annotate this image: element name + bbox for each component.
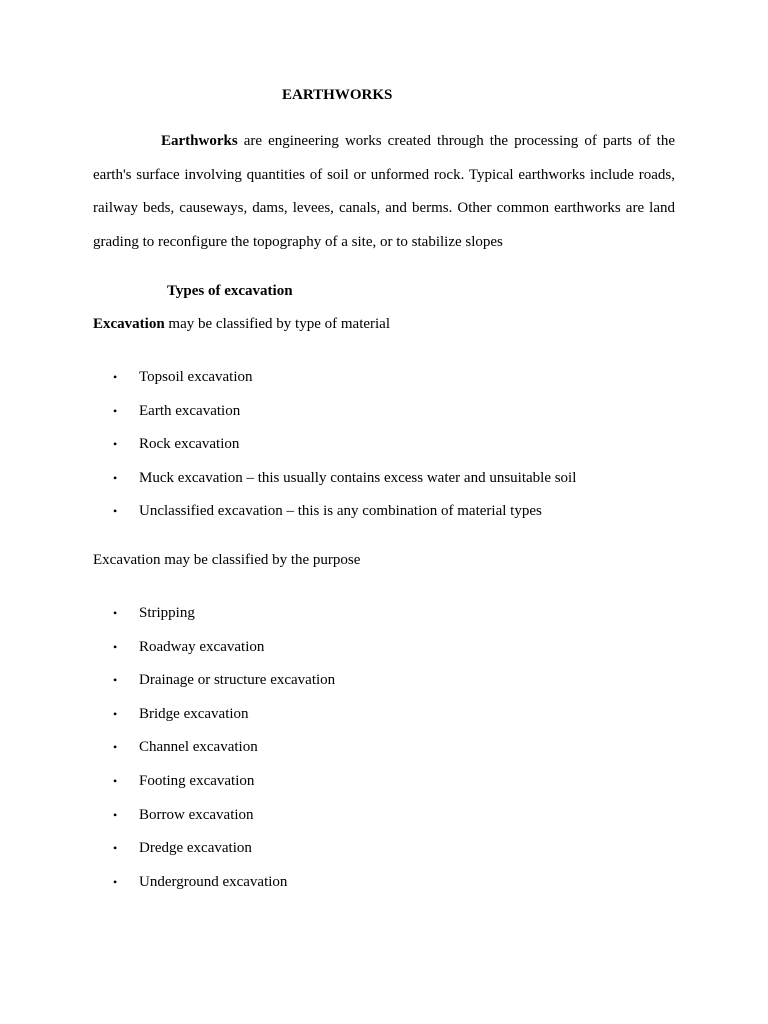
- list-item: [93, 805, 335, 839]
- material-list: [93, 367, 576, 535]
- intro-text: are engineering works created through the processing of parts of the earth's surface involving quantities of soil or unformed rock. Typical earthworks include roads, railway beds, causeways, dams, levees, canals, and berms. Other common earthworks are land grading to reconfigure the topography of a site, or to stabilize slopes: [93, 133, 675, 250]
- list-item-text: Channel excavation: [139, 739, 258, 756]
- list-item-text: Borrow excavation: [139, 806, 254, 823]
- list-item-text: Dredge excavation: [139, 840, 252, 857]
- list-item: [93, 670, 335, 704]
- list-item: [93, 603, 335, 637]
- bullet-icon: •: [113, 470, 118, 485]
- list-item-text: Roadway excavation: [139, 638, 265, 655]
- list-item: [93, 771, 335, 805]
- purpose-list: [93, 603, 335, 905]
- bullet-icon: •: [113, 773, 118, 788]
- purpose-lead: Excavation may be classified by the purpose: [93, 552, 361, 568]
- material-lead-text: may be classified by type of material: [164, 316, 391, 332]
- list-item: [93, 737, 335, 771]
- list-item-text: Topsoil excavation: [139, 369, 253, 385]
- list-item: [93, 637, 335, 671]
- list-item-text: Bridge excavation: [139, 705, 249, 722]
- bullet-icon: •: [113, 740, 118, 755]
- list-item-text: Stripping: [139, 605, 195, 621]
- bullet-icon: •: [113, 706, 118, 721]
- list-item-text: Drainage or structure excavation: [139, 672, 336, 689]
- list-item: [93, 501, 576, 535]
- section-heading: Types of excavation: [167, 283, 293, 299]
- material-term: Excavation: [93, 316, 165, 332]
- list-item-text: Underground excavation: [139, 873, 288, 890]
- list-item-text: Rock excavation: [139, 436, 240, 453]
- list-item: [93, 838, 335, 872]
- intro-term: Earthworks: [161, 133, 238, 149]
- bullet-icon: •: [113, 639, 118, 654]
- list-item: [93, 704, 335, 738]
- bullet-icon: •: [113, 841, 118, 856]
- bullet-icon: •: [113, 437, 118, 452]
- bullet-icon: •: [113, 370, 118, 384]
- list-item-text: Footing excavation: [139, 772, 255, 789]
- intro-paragraph: [93, 125, 675, 259]
- bullet-icon: •: [113, 673, 118, 688]
- list-item: [93, 872, 335, 906]
- bullet-icon: •: [113, 606, 118, 620]
- bullet-icon: •: [113, 807, 118, 822]
- bullet-icon: •: [113, 504, 118, 519]
- page-title: EARTHWORKS: [282, 87, 393, 103]
- list-item: [93, 401, 576, 435]
- material-lead: [93, 316, 390, 333]
- list-item: [93, 367, 576, 401]
- bullet-icon: •: [113, 403, 118, 418]
- list-item-text: Muck excavation – this usually contains excess water and unsuitable soil: [139, 469, 577, 486]
- bullet-icon: •: [113, 874, 118, 889]
- list-item-text: Unclassified excavation – this is any combination of material types: [139, 503, 542, 520]
- list-item: [93, 434, 576, 468]
- list-item-text: Earth excavation: [139, 402, 241, 419]
- list-item: [93, 468, 576, 502]
